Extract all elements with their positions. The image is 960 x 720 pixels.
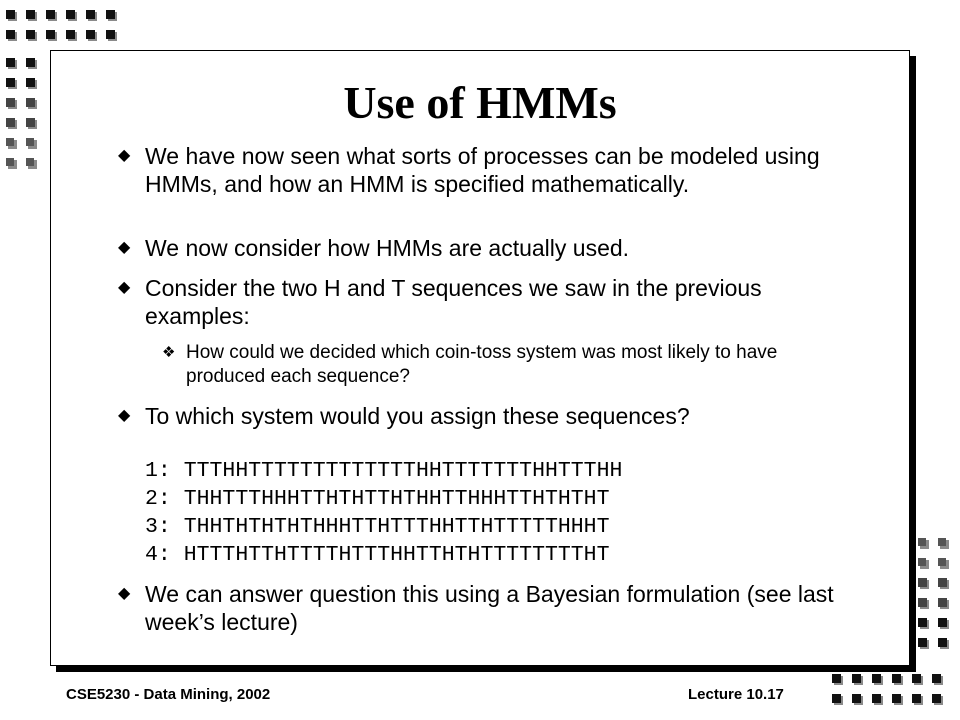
footer-lecture-number: Lecture 10.17 bbox=[688, 686, 784, 703]
sequence-line-2: 2: THHTTTHHHTTHTHTTHTHHTTHHHTTHTHTHT bbox=[145, 487, 610, 511]
sub-bullet-item bbox=[162, 341, 822, 389]
bullet-item-2 bbox=[118, 234, 838, 262]
slide-title: Use of HMMs bbox=[343, 77, 617, 128]
diamond-bullet-icon: ◆ bbox=[118, 585, 131, 602]
footer-course: CSE5230 - Data Mining, 2002 bbox=[66, 686, 271, 703]
bullet-item-5 bbox=[118, 580, 838, 636]
decorative-square-column-right bbox=[916, 536, 956, 656]
bullet-text: Consider the two H and T sequences we saw in the previous examples: bbox=[145, 275, 762, 329]
sequence-line-3: 3: THHTHTHTHTHHHTTHTTTHHTTHTTTTTHHHT bbox=[145, 515, 610, 539]
sequence-line-1: 1: TTTHHTTTTTTTTTTTTTHHTTTTTTTHHTTTHH bbox=[145, 459, 623, 483]
bullet-text: We have now seen what sorts of processes can be modeled using HMMs, and how an HMM is specified mathematically. bbox=[145, 143, 820, 197]
four-diamond-bullet-icon: ❖ bbox=[162, 344, 176, 361]
bullet-item-1 bbox=[118, 142, 838, 198]
diamond-bullet-icon: ◆ bbox=[118, 239, 131, 256]
diamond-bullet-icon: ◆ bbox=[118, 147, 131, 164]
bullet-item-3 bbox=[118, 274, 838, 330]
bullet-text: To which system would you assign these sequences? bbox=[145, 403, 690, 429]
diamond-bullet-icon: ◆ bbox=[118, 279, 131, 296]
sub-bullet-text: How could we decided which coin-toss system was most likely to have produced each sequence? bbox=[186, 342, 778, 387]
bullet-item-4 bbox=[118, 402, 838, 430]
bullet-text: We can answer question this using a Bayesian formulation (see last week’s lecture) bbox=[145, 581, 834, 635]
decorative-square-grid-top-left bbox=[4, 8, 124, 48]
sequence-line-4: 4: HTTTHTTHTTTTHTTTHHTTHTHTTTTTTTTHT bbox=[145, 543, 610, 567]
bullet-text: We now consider how HMMs are actually used. bbox=[145, 235, 630, 261]
decorative-square-grid-bottom-right bbox=[830, 672, 950, 712]
diamond-bullet-icon: ◆ bbox=[118, 407, 131, 424]
